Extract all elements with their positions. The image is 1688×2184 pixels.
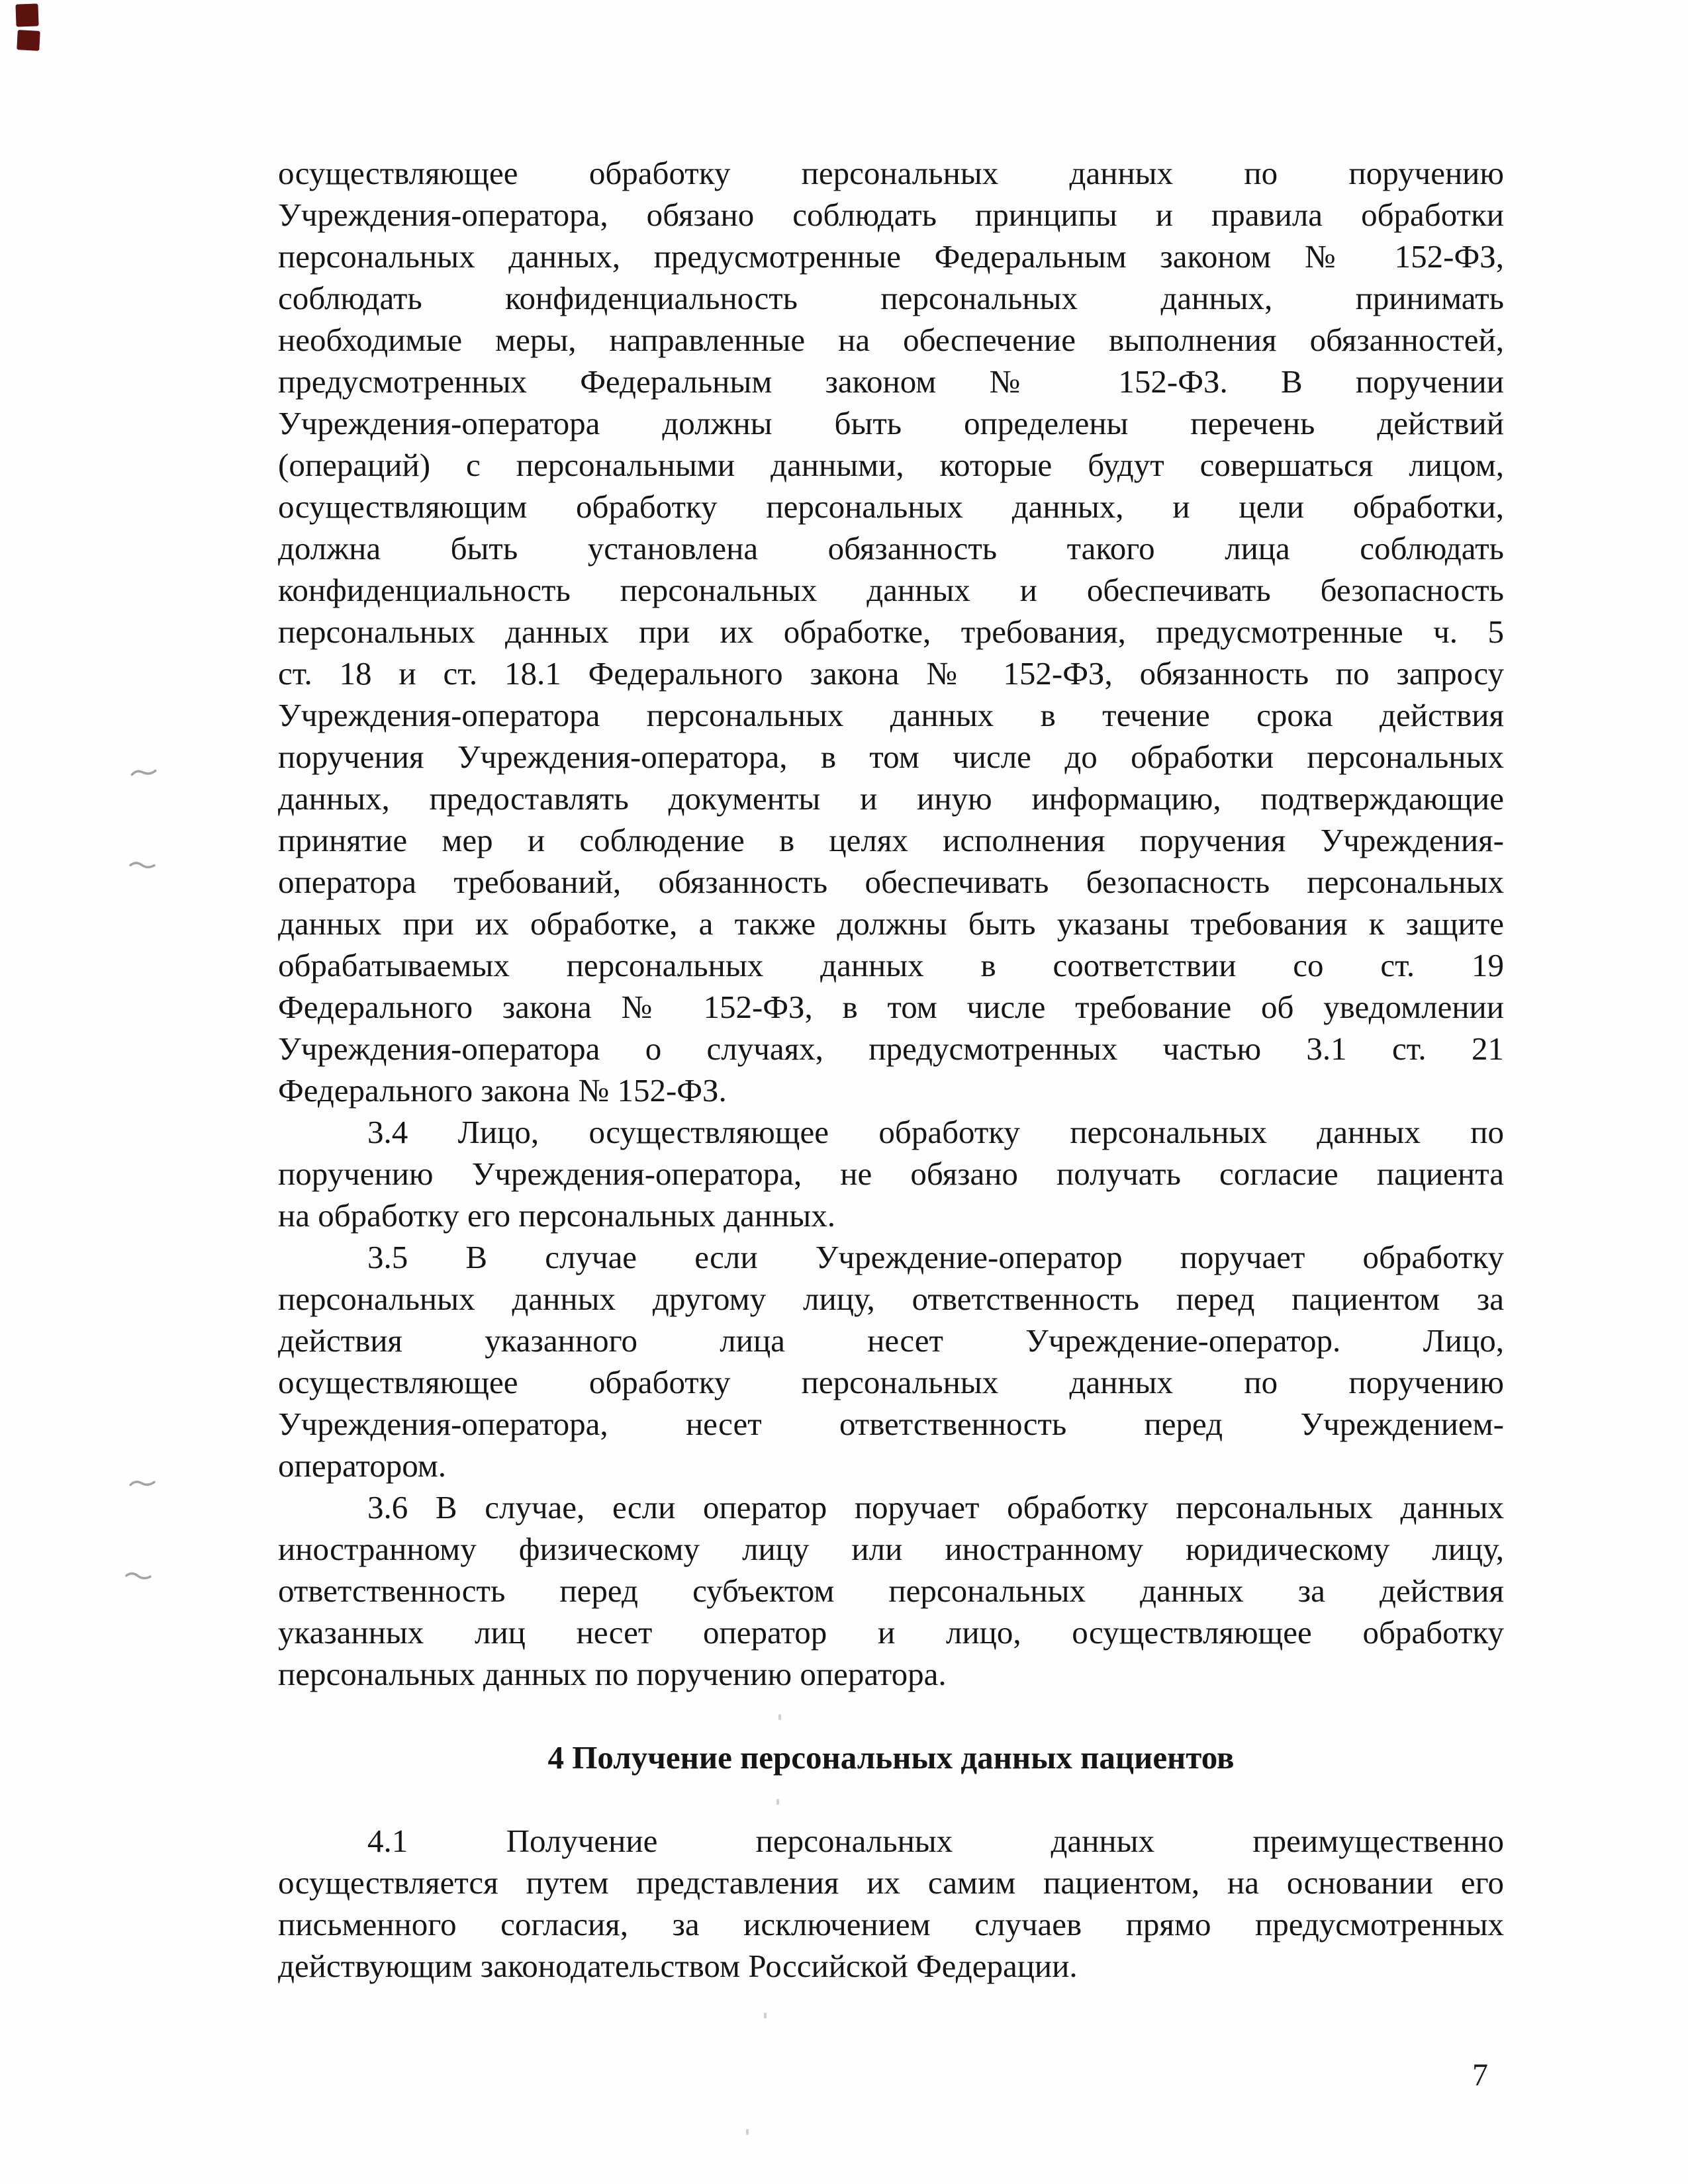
text-line: персональных данных другому лицу, ответственность перед пациентом за <box>278 1281 1504 1317</box>
pencil-mark-icon <box>128 1476 156 1490</box>
text-line: осуществляется путем представления их самим пациентом, на основании его <box>278 1864 1504 1901</box>
text-line: Федерального закона № 152-ФЗ, в том числе требование об уведомлении <box>278 989 1504 1025</box>
text-line: персональных данных по поручению оператора. <box>278 1656 947 1692</box>
text-line: на обработку его персональных данных. <box>278 1197 835 1234</box>
text-line: ст. 18 и ст. 18.1 Федерального закона № 152-ФЗ, обязанность по запросу <box>278 655 1504 692</box>
text-line: персональных данных, предусмотренные Федеральным законом № 152-ФЗ, <box>278 238 1504 275</box>
text-line: поручению Учреждения-оператора, не обязано получать согласие пациента <box>278 1156 1504 1192</box>
text-line: соблюдать конфиденциальность персональных данных, принимать <box>278 280 1504 316</box>
text-line: Учреждения-оператора, несет ответственность перед Учреждением- <box>278 1406 1504 1442</box>
text-line: Учреждения-оператора персональных данных в течение срока действия <box>278 697 1504 733</box>
text-line: данных при их обработке, а также должны быть указаны требования к защите <box>278 905 1504 942</box>
text-line: предусмотренных Федеральным законом № 152-ФЗ. В поручении <box>278 363 1504 400</box>
scan-speck <box>746 2129 749 2135</box>
text-line: письменного согласия, за исключением случаев прямо предусмотренных <box>278 1906 1504 1942</box>
text-line: действия указанного лица несет Учреждение-оператор. Лицо, <box>278 1322 1504 1359</box>
text-line: ответственность перед субъектом персональных данных за действия <box>278 1572 1504 1609</box>
text-line: поручения Учреждения-оператора, в том числе до обработки персональных <box>278 739 1504 775</box>
text-line: оператора требований, обязанность обеспечивать безопасность персональных <box>278 864 1504 900</box>
scan-speck <box>778 1714 781 1720</box>
pencil-mark-icon <box>124 1569 152 1583</box>
text-line: принятие мер и соблюдение в целях исполнения поручения Учреждения- <box>278 822 1504 858</box>
text-line: иностранному физическому лицу или иностранному юридическому лицу, <box>278 1531 1504 1567</box>
text-line: Учреждения-оператора, обязано соблюдать принципы и правила обработки <box>278 197 1504 233</box>
section-heading: 4 Получение персональных данных пациентов <box>547 1739 1235 1776</box>
text-line: (операций) с персональными данными, которые будут совершаться лицом, <box>278 447 1504 483</box>
text-line: персональных данных при их обработке, требования, предусмотренные ч. 5 <box>278 614 1504 650</box>
page-number: 7 <box>1472 2058 1488 2093</box>
document-body <box>278 152 1504 1987</box>
scan-speck <box>764 2013 767 2019</box>
text-line: 3.6 В случае, если оператор поручает обработку персональных данных <box>367 1489 1504 1525</box>
text-line: необходимые меры, направленные на обеспечение выполнения обязанностей, <box>278 322 1504 358</box>
text-line: 3.5 В случае если Учреждение-оператор поручает обработку <box>367 1239 1504 1275</box>
text-line: 4.1 Получение персональных данных преимущественно <box>367 1823 1504 1859</box>
text-line: осуществляющее обработку персональных данных по поручению <box>278 155 1504 191</box>
text-line: Учреждения-оператора должны быть определены перечень действий <box>278 405 1504 441</box>
corner-red-mark-icon <box>15 3 38 26</box>
text-line: должна быть установлена обязанность такого лица соблюдать <box>278 530 1504 567</box>
text-line: действующим законодательством Российской Федерации. <box>278 1948 1078 1984</box>
text-line: указанных лиц несет оператор и лицо, осуществляющее обработку <box>278 1614 1504 1651</box>
pencil-mark-icon <box>129 764 158 780</box>
text-line: 3.4 Лицо, осуществляющее обработку персональных данных по <box>367 1114 1504 1150</box>
text-line: Федерального закона № 152-ФЗ. <box>278 1072 727 1109</box>
text-line: данных, предоставлять документы и иную информацию, подтверждающие <box>278 780 1504 817</box>
text-line: обрабатываемых персональных данных в соответствии со ст. 19 <box>278 947 1504 983</box>
pencil-mark-icon <box>128 858 157 871</box>
text-line: оператором. <box>278 1447 447 1484</box>
text-line: осуществляющим обработку персональных данных, и цели обработки, <box>278 488 1504 525</box>
scan-speck <box>776 1799 779 1805</box>
text-line: конфиденциальность персональных данных и обеспечивать безопасность <box>278 572 1504 608</box>
corner-red-mark-icon <box>17 30 40 51</box>
text-line: осуществляющее обработку персональных данных по поручению <box>278 1364 1504 1400</box>
text-line: Учреждения-оператора о случаях, предусмотренных частью 3.1 ст. 21 <box>278 1030 1504 1067</box>
